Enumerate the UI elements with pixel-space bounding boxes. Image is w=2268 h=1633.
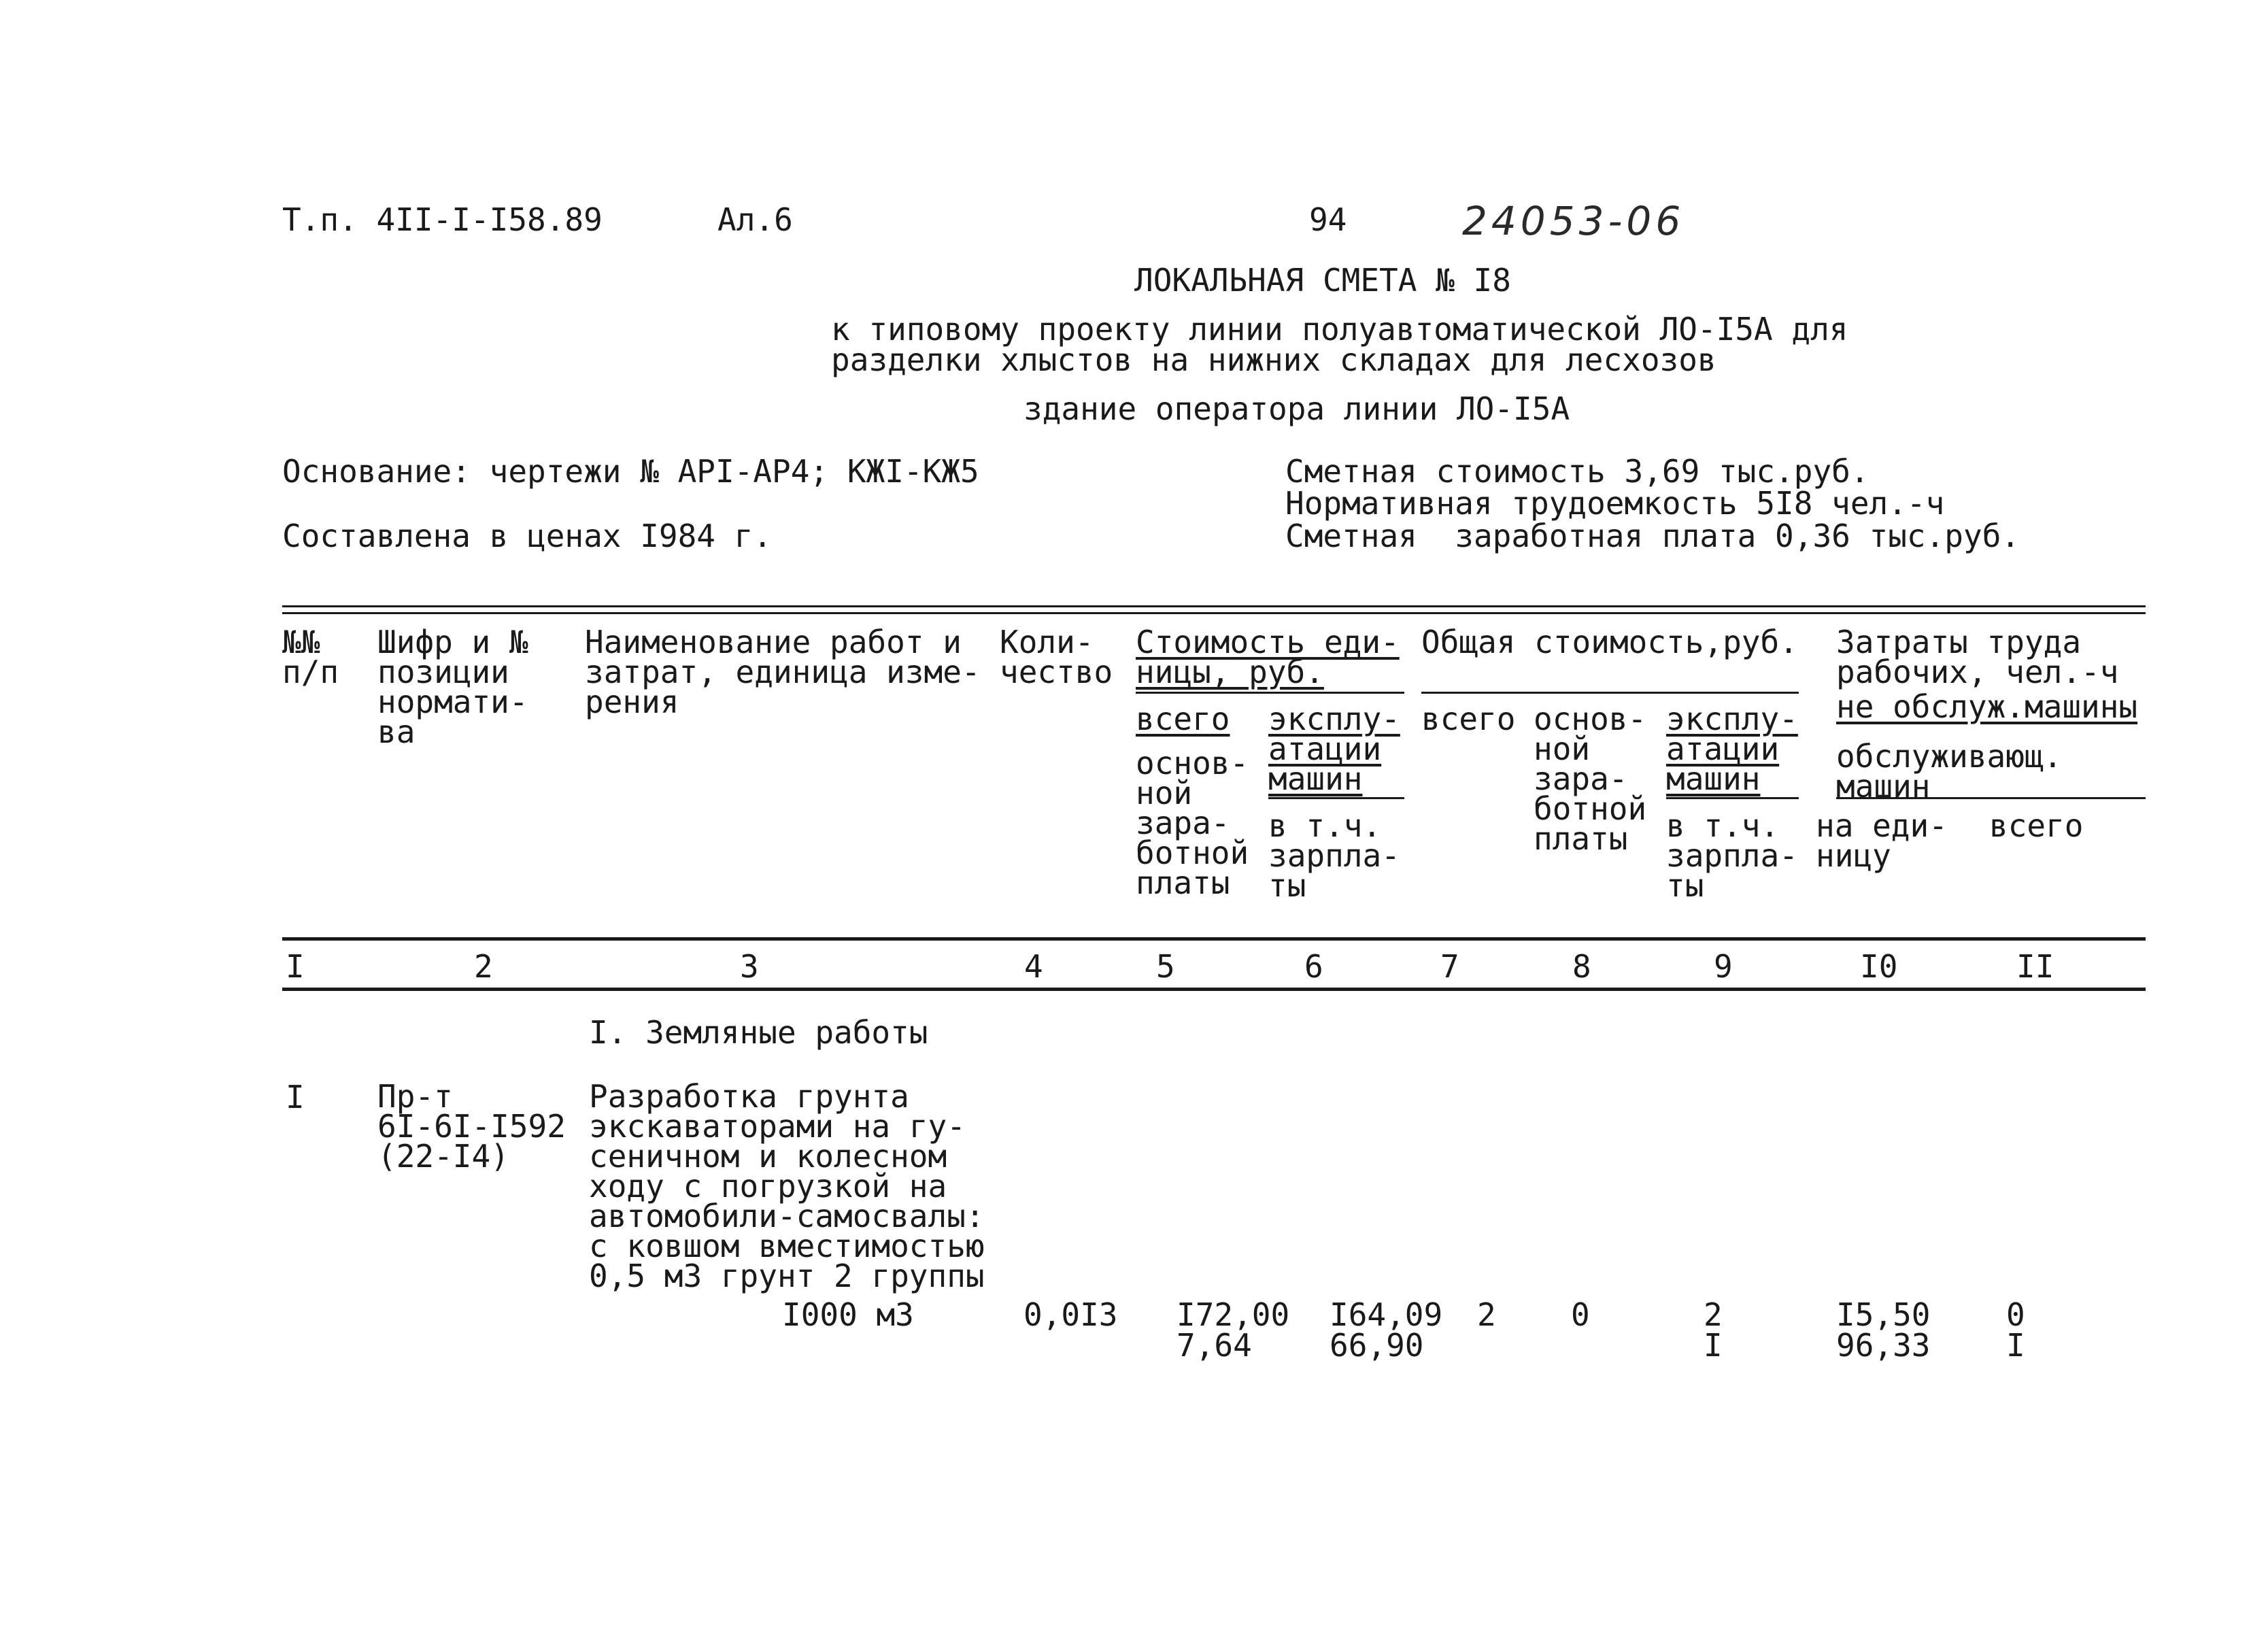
row-total-machines: 2 xyxy=(1704,1296,1723,1333)
table-top-rule xyxy=(282,605,2146,614)
basis-drawings: Основание: чертежи № АРI-АР4; КЖI-КЖ5 xyxy=(282,453,979,490)
header-labor-group: Затраты труда рабочих, чел.-ч xyxy=(1836,624,2119,690)
header-col6-top: эксплу- атации машин xyxy=(1268,701,1400,797)
header-col1: №№ п/п xyxy=(282,624,339,690)
document-subtitle-line1: к типовому проекту линии полуавтоматической ЛО-I5А для xyxy=(831,311,1848,348)
header-labor-mid: обслуживающ. машин xyxy=(1836,738,2063,805)
header-col11: всего xyxy=(1989,807,2084,844)
colnum-bottom-rule xyxy=(282,988,2146,991)
colnum-5: 5 xyxy=(1156,948,1175,985)
colnum-4: 4 xyxy=(1024,948,1043,985)
row-labor-per-unit: I5,50 xyxy=(1836,1296,1931,1333)
page-number: 94 xyxy=(1309,201,1347,238)
album-label: Ал.6 xyxy=(717,201,793,238)
document-heading: ЛОКАЛЬНАЯ СМЕТА № I8 xyxy=(1134,262,1511,299)
header-col8: основ- ной зара- ботной платы xyxy=(1534,701,1647,857)
row-code: Пр-т 6I-6I-I592 (22-I4) xyxy=(377,1078,566,1175)
colnum-2: 2 xyxy=(474,948,493,985)
object-name: здание оператора линии ЛО-I5А xyxy=(1023,390,1570,427)
labor-split-rule xyxy=(1836,797,2146,799)
unit-cost-group-rule xyxy=(1136,692,1404,694)
colnum-7: 7 xyxy=(1440,948,1459,985)
row-labor-per-unit-machine: 96,33 xyxy=(1836,1327,1931,1364)
header-col5-bottom: основ- ной зара- ботной платы xyxy=(1136,745,1249,901)
header-labor-top: не обслуж.машины xyxy=(1836,688,2138,725)
header-col6-bottom: в т.ч. зарпла- ты xyxy=(1268,807,1400,904)
row-name: Разработка грунта экскаваторами на гу- сеничном и колесном ходу с погрузкой на автомобили-самосвалы: с ковшом вместимостью 0,5 м3 грунт 2 группы xyxy=(589,1078,985,1294)
header-col9-top: эксплу- атации машин xyxy=(1666,701,1798,797)
section-title: I. Земляные работы xyxy=(589,1014,928,1051)
row-unit-machine-wage: 66,90 xyxy=(1330,1327,1424,1364)
header-total-cost-group: Общая стоимость,руб. xyxy=(1421,624,1798,660)
row-total-wage: 0 xyxy=(1571,1296,1590,1333)
colnum-9: 9 xyxy=(1714,948,1733,985)
price-level: Составлена в ценах I984 г. xyxy=(282,518,773,554)
colnum-6: 6 xyxy=(1304,948,1323,985)
header-col2: Шифр и № позиции нормати- ва xyxy=(377,624,528,750)
col6-split-rule xyxy=(1268,797,1404,799)
handwritten-number: 24053-06 xyxy=(1462,198,1685,244)
row-total: 2 xyxy=(1477,1296,1496,1333)
header-col10: на еди- ницу xyxy=(1816,807,1948,874)
col9-split-rule xyxy=(1666,797,1799,799)
estimated-cost: Сметная стоимость 3,69 тыс.руб. xyxy=(1285,453,1869,490)
colnum-8: 8 xyxy=(1572,948,1591,985)
row-unit: I000 м3 xyxy=(782,1296,914,1333)
header-col5-top: всего xyxy=(1136,701,1230,737)
header-unit-cost-group: Стоимость еди- ницы, руб. xyxy=(1136,624,1400,690)
header-col3: Наименование работ и затрат, единица изме- рения xyxy=(585,624,981,720)
header-col7: всего xyxy=(1421,701,1516,737)
row-labor-total: 0 xyxy=(2006,1296,2025,1333)
document-subtitle-line2: разделки хлыстов на нижних складах для лесхозов xyxy=(831,341,1716,378)
row-quantity: 0,0I3 xyxy=(1023,1296,1118,1333)
header-bottom-rule xyxy=(282,937,2146,941)
total-cost-group-rule xyxy=(1421,692,1799,694)
row-unit-machines: I64,09 xyxy=(1330,1296,1443,1333)
row-total-machine-wage: I xyxy=(1704,1327,1723,1364)
row-number: I xyxy=(286,1079,305,1115)
row-unit-wage: 7,64 xyxy=(1177,1327,1252,1364)
colnum-11: II xyxy=(2016,948,2054,985)
colnum-10: I0 xyxy=(1860,948,1898,985)
row-unit-total: I72,00 xyxy=(1177,1296,1290,1333)
labor-intensity: Нормативная трудоемкость 5I8 чел.-ч xyxy=(1285,485,1945,522)
project-code: Т.п. 4II-I-I58.89 xyxy=(282,201,603,238)
row-labor-total-machine: I xyxy=(2006,1327,2025,1364)
colnum-1: I xyxy=(286,948,305,985)
colnum-3: 3 xyxy=(740,948,759,985)
header-col9-bottom: в т.ч. зарпла- ты xyxy=(1666,807,1798,904)
header-col4: Коли- чество xyxy=(1000,624,1113,690)
estimated-wage: Сметная заработная плата 0,36 тыс.руб. xyxy=(1285,518,2020,554)
